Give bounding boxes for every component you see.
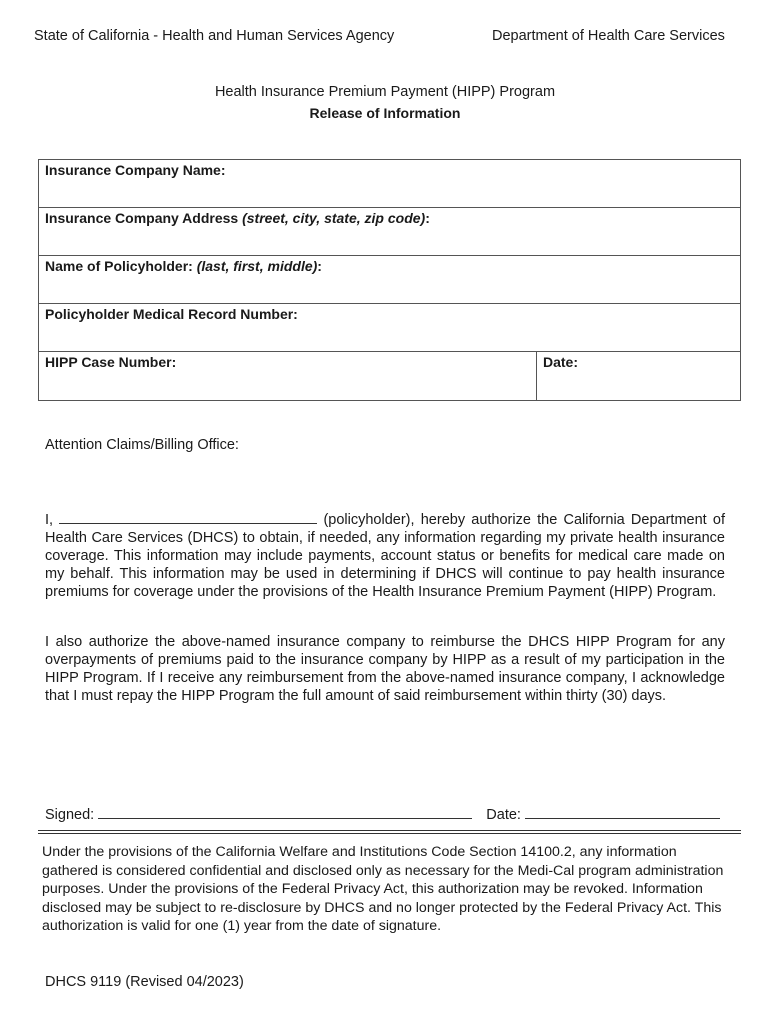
form-number-footer: DHCS 9119 (Revised 04/2023): [45, 974, 244, 990]
case-number-date-row: [39, 352, 740, 401]
insurance-company-name-row[interactable]: [39, 160, 740, 208]
name-hint: (last, first, middle): [196, 258, 318, 274]
program-title: Health Insurance Premium Payment (HIPP) Program: [214, 84, 556, 100]
authorization-paragraph-2: I also authorize the above-named insurance company to reimburse the DHCS HIPP Program for any overpayments of premiums paid to the insurance company by HIPP as a result of my participation in the HIPP Program. If I receive any reimbursement from the above-named insurance company, I acknowledge that I must repay the HIPP Program the full amount of said reimbursement within thirty (30) days.: [45, 634, 725, 704]
signature-date-blank[interactable]: [525, 804, 720, 819]
privacy-notice: Under the provisions of the California Welfare and Institutions Code Section 14100.2, any information gathered is considered confidential and disclosed only as necessary for the Medi-Cal program administration purposes. Under the provisions of the Federal Privacy Act, this authorization may be revoked. Information disclosed may be subject to re-disclosure by DHCS and no longer protected by the Federal Privacy Act. This authorization is valid for one (1) year from the date of signature.: [42, 844, 724, 934]
date-field[interactable]: [537, 352, 740, 401]
hipp-case-number-label: HIPP Case Number:: [45, 354, 177, 370]
insurance-company-address-row[interactable]: [39, 208, 740, 256]
insurance-company-name-label: Insurance Company Name:: [45, 162, 226, 178]
agency-header: State of California - Health and Human Services Agency: [34, 28, 395, 44]
signature-line: [45, 804, 725, 823]
divider-rule-bottom: [38, 833, 741, 834]
authorization-text-1: (policyholder), hereby authorize the California Department of Health Care Services (DHCS) to obtain, if needed, any information regarding my private health insurance coverage. This information may include payments, account status or benefits for medical care made on my behalf. This information may be used in determining if DHCS will continue to pay health insurance premiums for coverage under the provisions of the Health Insurance Premium Payment (HIPP) Program.: [45, 512, 725, 600]
medical-record-number-label: Policyholder Medical Record Number:: [45, 306, 298, 322]
divider-rule-top: [38, 830, 741, 831]
date-label: Date:: [543, 354, 579, 370]
address-hint: (street, city, state, zip code): [242, 210, 426, 226]
policyholder-name-blank[interactable]: [59, 509, 317, 524]
signed-label: Signed:: [45, 807, 95, 823]
authorization-prefix: I,: [45, 512, 54, 528]
medical-record-number-row[interactable]: [39, 304, 740, 352]
hipp-case-number-field[interactable]: [39, 352, 536, 401]
information-form-table: [38, 159, 741, 401]
policyholder-name-row[interactable]: [39, 256, 740, 304]
signature-blank[interactable]: [98, 804, 472, 819]
attention-line: Attention Claims/Billing Office:: [45, 437, 239, 453]
department-header: Department of Health Care Services: [492, 28, 725, 44]
signature-date-label: Date:: [486, 807, 521, 823]
insurance-company-address-label: Insurance Company Address (street, city, state, zip code):: [45, 210, 430, 226]
authorization-paragraph-1: [45, 509, 725, 601]
policyholder-name-label: Name of Policyholder: (last, first, middle):: [45, 258, 322, 274]
form-title: Release of Information: [309, 105, 461, 121]
